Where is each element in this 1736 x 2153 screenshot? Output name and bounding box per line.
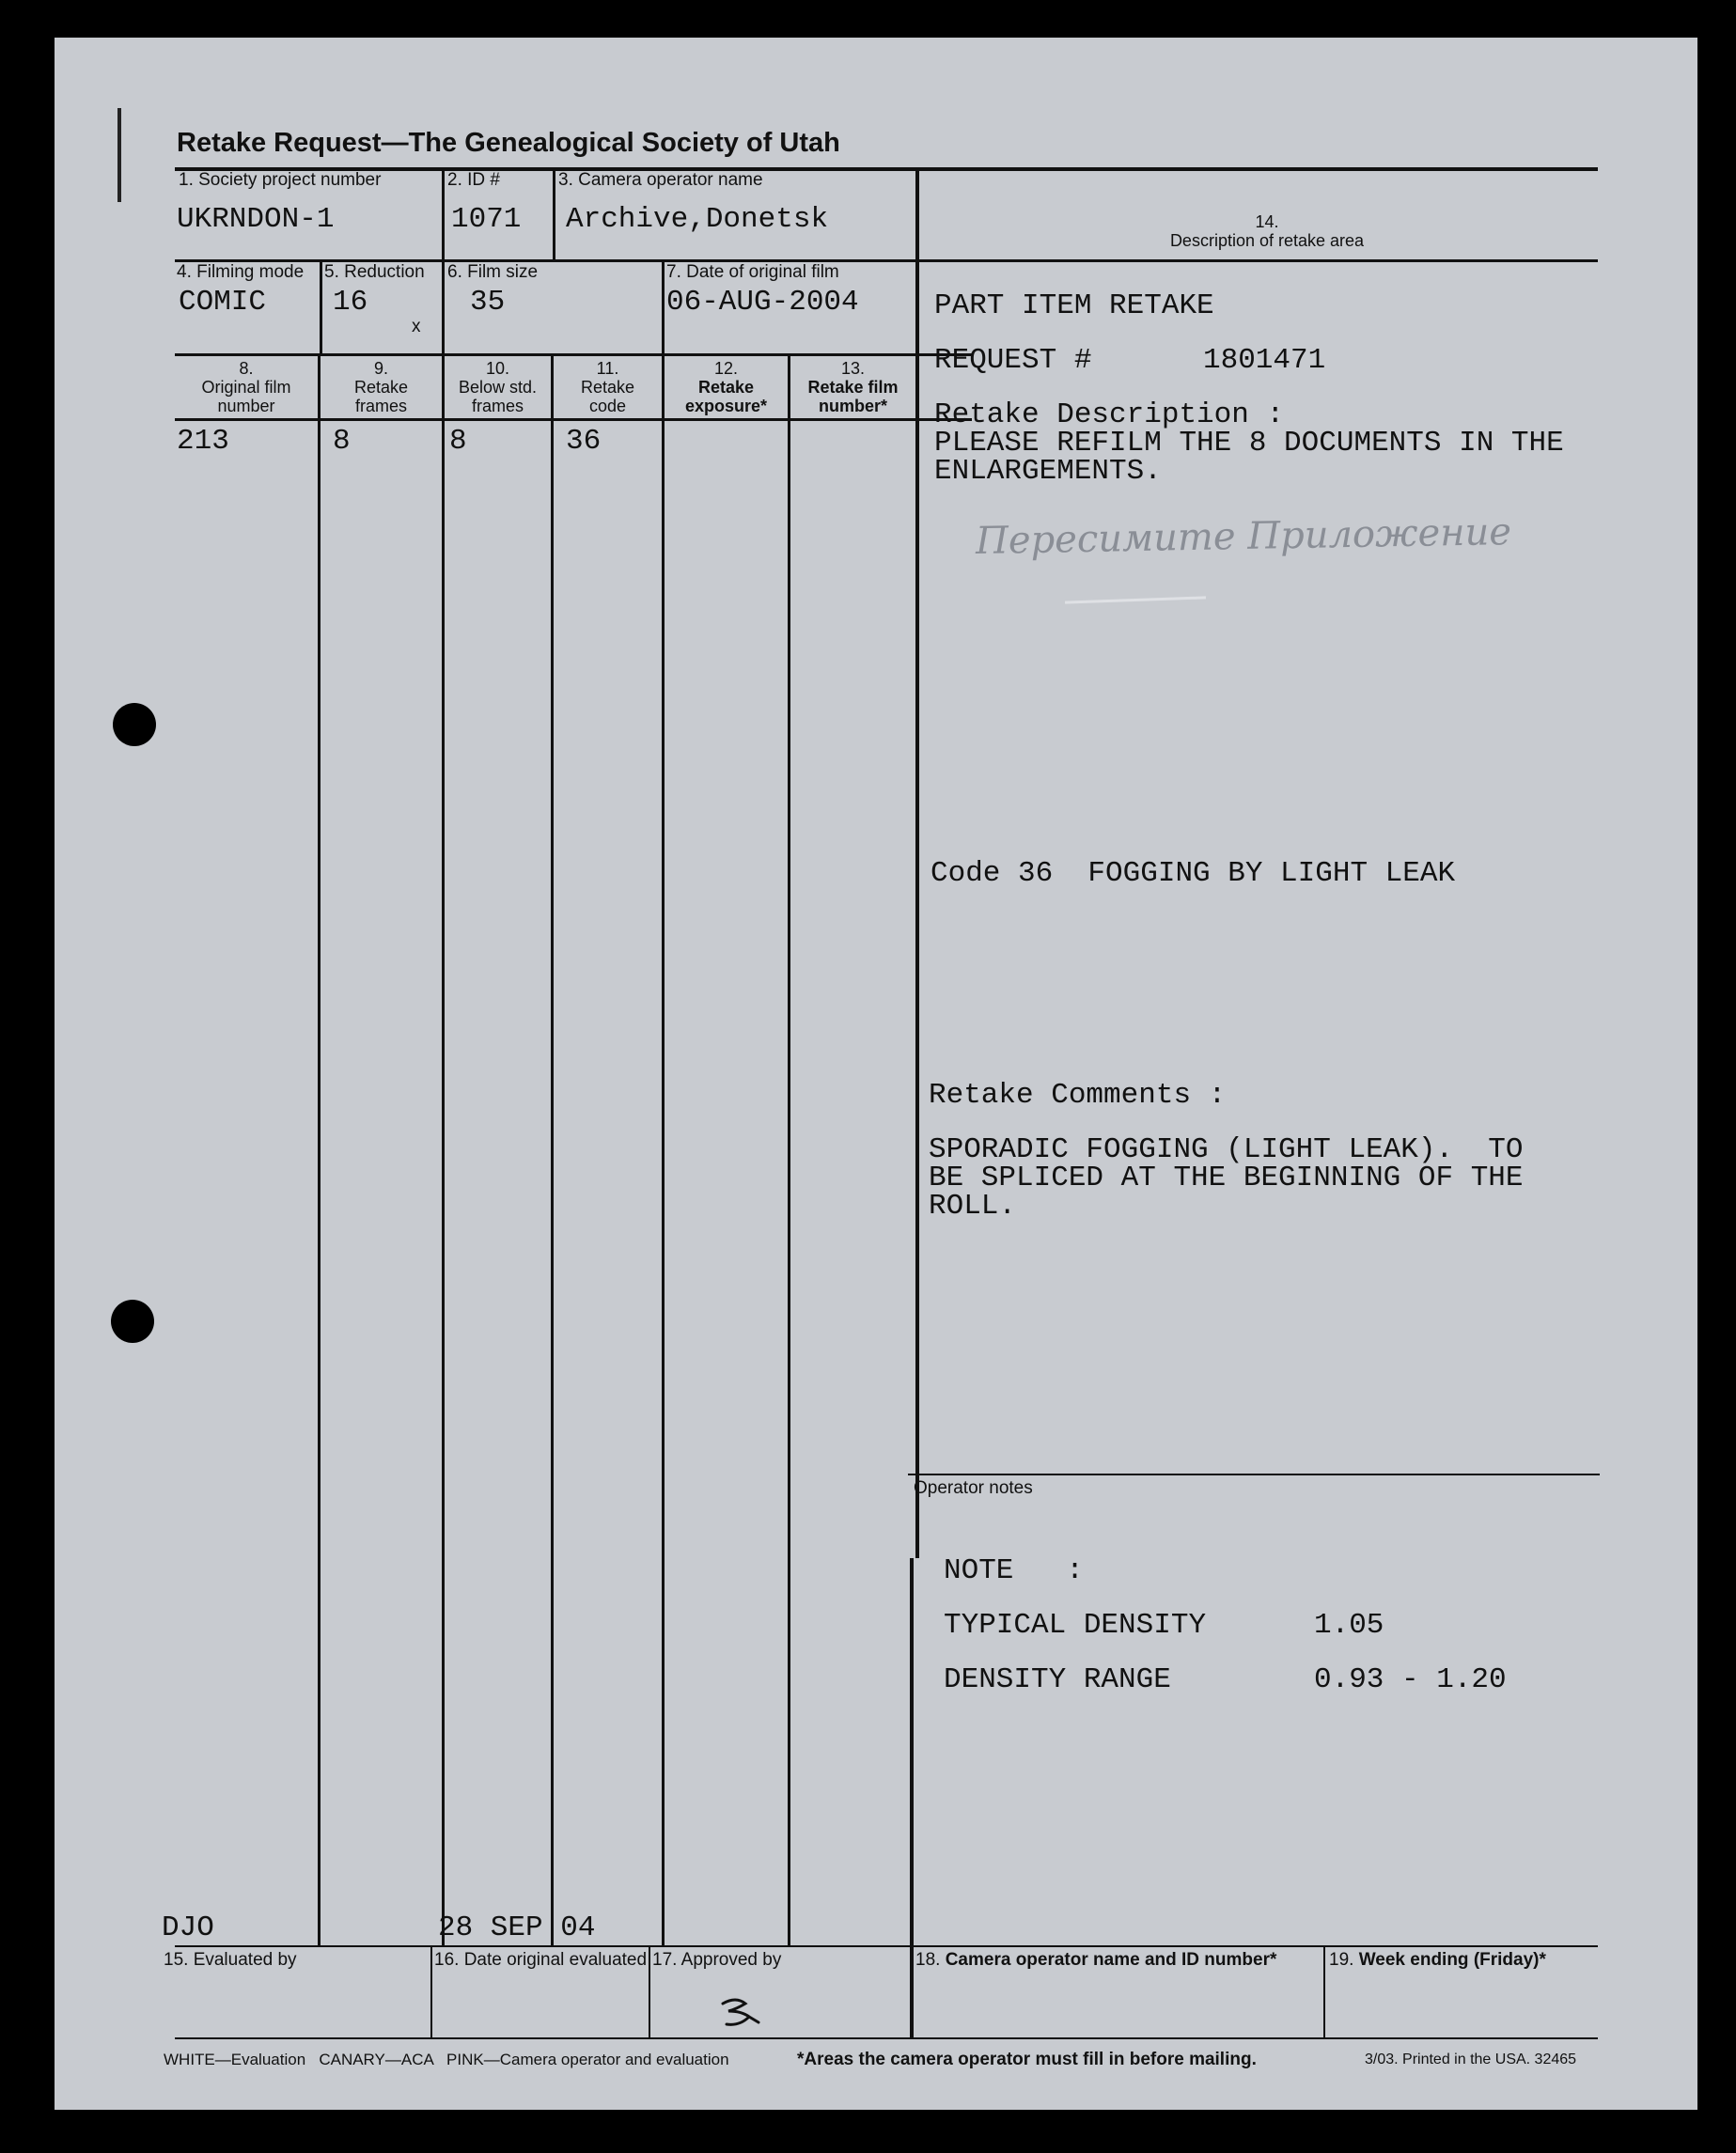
reduction-suffix: x [412,317,421,336]
rule-bottom-box [175,1945,1598,1947]
col8-line1: Original film [201,378,291,397]
f2-label: 2. ID # [447,170,500,190]
rule-top [175,167,1598,171]
typical-density-value: 1.05 [1314,1609,1384,1642]
rule-col-9-10 [442,353,445,1947]
below-std-frames-value: 8 [449,425,467,458]
retake-description-line2: ENLARGEMENTS. [934,455,1162,488]
col8-num: 8. [239,359,254,378]
rule-bottom-16-17 [649,1945,650,2037]
f3-label: 3. Camera operator name [558,170,763,190]
project-number-value: UKRNDON-1 [177,203,335,236]
retake-comments-line3: ROLL. [929,1190,1017,1223]
col9-header [321,359,442,415]
rule-f1-f2 [442,167,445,355]
retake-comments-line2: BE SPLICED AT THE BEGINNING OF THE [929,1162,1524,1194]
col11-num: 11. [596,359,619,378]
f19-number: 19. [1329,1950,1354,1970]
col11-line2: code [588,397,627,415]
rule-main-divider-lower [910,1558,914,2037]
f18-text: Camera operator name and ID number* [945,1950,1277,1970]
f6-label: 6. Film size [447,262,539,282]
density-range-label: DENSITY RANGE [944,1663,1171,1696]
retake-comments-line1: SPORADIC FOGGING (LIGHT LEAK). TO [929,1133,1524,1166]
col13-line1: Retake film [807,378,899,397]
rule-col-12-13 [788,353,790,1947]
footer-copies: WHITE—Evaluation CANARY—ACA PINK—Camera operator and evaluation [164,2051,729,2068]
original-film-number-value: 213 [177,425,229,458]
f19-text: Week ending (Friday)* [1358,1950,1546,1970]
f14-label: Description of retake area [1169,231,1365,250]
col9-line1: Retake [353,378,409,397]
rule-operator-notes [908,1474,1600,1475]
approval-signature [717,1994,774,2032]
form-title: Retake Request—The Genealogical Society of Utah [177,128,840,158]
handwritten-note: Пересимите Приложение [975,510,1512,563]
evaluated-by-value: DJO [162,1911,214,1944]
date-evaluated-value: 28 SEP 04 [438,1911,596,1944]
retake-code-value: 36 [566,425,602,458]
col10-num: 10. [485,359,510,378]
f18-label [915,1951,1276,1970]
retake-code-description: Code 36 FOGGING BY LIGHT LEAK [931,857,1456,890]
f15-label: 15. Evaluated by [164,1950,297,1970]
retake-comments-label: Retake Comments : [929,1079,1227,1112]
rule-col-11-12 [662,353,665,1947]
rule-col-header [175,418,972,421]
request-number: 1801471 [1203,344,1326,377]
footer-print: 3/03. Printed in the USA. 32465 [1365,2052,1577,2067]
f1-label: 1. Society project number [179,170,382,190]
rule-col-8-9 [318,353,321,1947]
footer-note: *Areas the camera operator must fill in before mailing. [797,2050,1257,2069]
col8-line2: number [217,397,275,415]
retake-description-label: Retake Description : [934,398,1285,431]
note-label: NOTE : [944,1554,1084,1587]
col10-line2: frames [471,397,524,415]
col8-header [175,359,318,415]
col12-header [665,359,788,415]
f14-number: 14. [1255,212,1279,231]
filming-mode-value: COMIC [179,286,267,319]
rule-main-divider [915,167,919,1558]
col12-num: 12. [713,359,739,378]
retake-description-line1: PLEASE REFILM THE 8 DOCUMENTS IN THE [934,427,1564,460]
operator-notes-label: Operator notes [914,1478,1033,1498]
rule-f4-f5 [320,259,322,353]
rule-footer [175,2037,1598,2039]
col9-num: 9. [373,359,388,378]
request-label: REQUEST # [934,344,1092,377]
handwritten-underline [1065,596,1206,603]
density-range-value: 0.93 - 1.20 [1314,1663,1507,1696]
f18-number: 18. [915,1950,941,1970]
f4-label: 4. Filming mode [177,262,305,282]
camera-operator-value: Archive,Donetsk [566,203,829,236]
typical-density-label: TYPICAL DENSITY [944,1609,1207,1642]
rule-col-10-11 [551,353,554,1947]
film-size-value: 35 [470,286,506,319]
binder-hole-bottom [111,1300,154,1343]
binder-hole-top [113,703,156,746]
retake-request-form [55,38,1697,2110]
f7-label: 7. Date of original film [666,262,839,282]
col10-line1: Below std. [458,378,538,397]
rule-f2-f3 [553,167,555,261]
desc-part-item: PART ITEM RETAKE [934,289,1214,322]
rule-bottom-15-16 [430,1945,432,2037]
reduction-value: 16 [333,286,368,319]
col11-line1: Retake [580,378,635,397]
f19-label [1329,1951,1546,1970]
rule-bottom-18-19 [1323,1945,1325,2037]
col10-header [445,359,551,415]
f17-label: 17. Approved by [652,1950,782,1970]
f16-label: 16. Date original evaluated [434,1950,648,1970]
col13-line2: number* [818,397,887,415]
col9-line2: frames [354,397,407,415]
margin-mark [117,108,121,202]
col13-header [790,359,915,415]
original-film-date-value: 06-AUG-2004 [666,286,859,319]
col12-line2: exposure* [684,397,768,415]
col13-num: 13. [840,359,866,378]
retake-frames-value: 8 [333,425,351,458]
col11-header [554,359,662,415]
rule-row2 [175,353,972,356]
rule-f6-f7 [662,259,665,353]
f5-label: 5. Reduction [324,262,425,282]
col12-line1: Retake [697,378,755,397]
id-value: 1071 [451,203,522,236]
